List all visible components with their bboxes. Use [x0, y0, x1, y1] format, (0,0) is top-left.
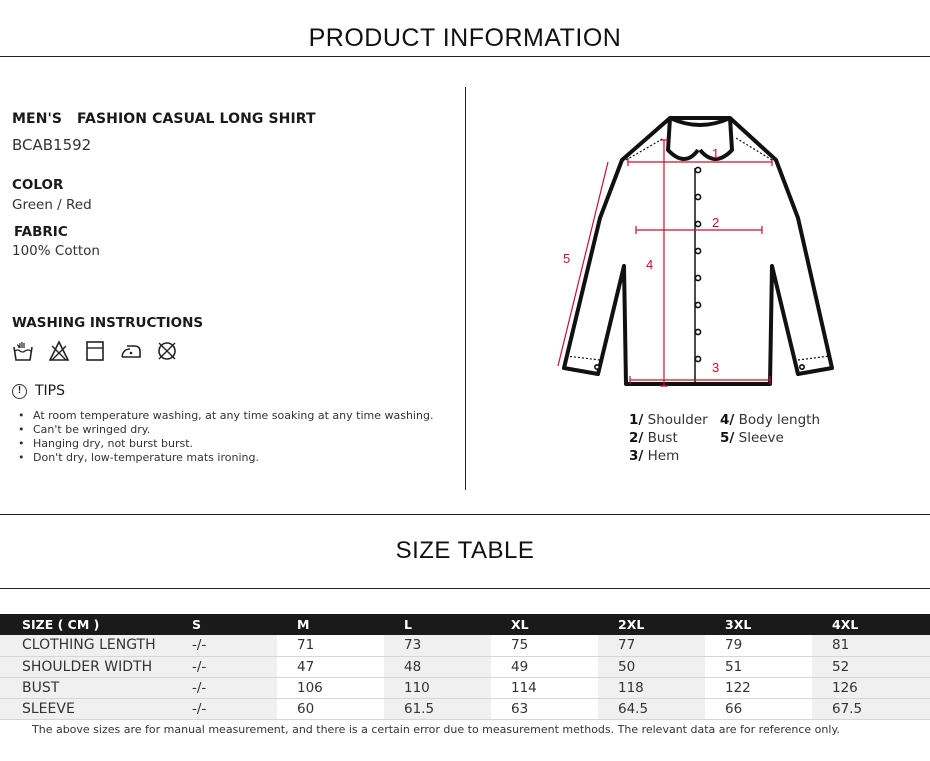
list-item: • Can't be wringed dry.	[18, 423, 433, 437]
tips-title: TIPS	[35, 383, 66, 399]
tips-list	[18, 409, 433, 465]
table-cell: 114	[491, 677, 598, 698]
table-cell: 63	[491, 698, 598, 719]
column-header: XL	[491, 614, 598, 635]
table-cell: -/-	[172, 698, 277, 719]
marker-3: 3	[712, 360, 720, 375]
table-cell: 52	[812, 656, 930, 677]
table-cell: 118	[598, 677, 705, 698]
marker-2: 2	[712, 215, 720, 230]
legend-label: Shoulder	[643, 412, 708, 428]
info-icon: !	[12, 384, 27, 399]
column-header: M	[277, 614, 384, 635]
table-row	[0, 677, 930, 698]
do-not-dry-clean-icon	[156, 340, 178, 362]
list-item: • At room temperature washing, at any time soaking at any time washing.	[18, 409, 433, 423]
table-cell: 71	[277, 635, 384, 656]
color-label: COLOR	[12, 177, 64, 193]
product-name: MEN'S FASHION CASUAL LONG SHIRT	[12, 111, 316, 127]
legend-item	[720, 412, 820, 428]
fabric-label: FABRIC	[14, 224, 68, 240]
table-cell: 77	[598, 635, 705, 656]
table-cell: 50	[598, 656, 705, 677]
product-code: BCAB1592	[12, 136, 92, 154]
tips-header	[12, 383, 65, 399]
table-cell: 64.5	[598, 698, 705, 719]
legend-item	[629, 430, 678, 446]
table-cell: -/-	[172, 635, 277, 656]
legend-num: 5/	[720, 430, 735, 446]
marker-1: 1	[712, 146, 720, 161]
title-divider	[0, 588, 930, 589]
column-header: 3XL	[705, 614, 812, 635]
table-cell: 73	[384, 635, 491, 656]
table-cell: 81	[812, 635, 930, 656]
list-item: • Hanging dry, not burst burst.	[18, 437, 433, 451]
row-label: SHOULDER WIDTH	[0, 656, 172, 677]
table-row	[0, 635, 930, 656]
row-label: BUST	[0, 677, 172, 698]
legend-num: 2/	[629, 430, 644, 446]
size-table	[0, 614, 930, 720]
table-cell: 126	[812, 677, 930, 698]
table-cell: 122	[705, 677, 812, 698]
table-row	[0, 656, 930, 677]
column-header: 2XL	[598, 614, 705, 635]
table-cell: -/-	[172, 677, 277, 698]
list-item: • Don't dry, low-temperature mats ironing.	[18, 451, 433, 465]
marker-5: 5	[563, 251, 571, 266]
legend-num: 4/	[720, 412, 735, 428]
section-divider	[465, 87, 466, 490]
color-value: Green / Red	[12, 197, 92, 213]
table-cell: 51	[705, 656, 812, 677]
legend-item	[629, 412, 708, 428]
legend-label: Sleeve	[734, 430, 784, 446]
fabric-value: 100% Cotton	[12, 243, 100, 259]
table-cell: 66	[705, 698, 812, 719]
table-cell: -/-	[172, 656, 277, 677]
column-header: SIZE ( CM )	[0, 614, 172, 635]
table-cell: 60	[277, 698, 384, 719]
legend-item	[720, 430, 784, 446]
size-table-title: SIZE TABLE	[395, 537, 535, 564]
shirt-diagram	[540, 110, 850, 400]
row-label: CLOTHING LENGTH	[0, 635, 172, 656]
row-label: SLEEVE	[0, 698, 172, 719]
page-title: PRODUCT INFORMATION	[308, 24, 622, 52]
table-cell: 106	[277, 677, 384, 698]
hand-wash-icon	[12, 340, 34, 362]
table-cell: 75	[491, 635, 598, 656]
table-header-row	[0, 614, 930, 635]
table-cell: 47	[277, 656, 384, 677]
table-cell: 67.5	[812, 698, 930, 719]
table-cell: 110	[384, 677, 491, 698]
size-note: The above sizes are for manual measurement, and there is a certain error due to measurement methods. The relevant data are for reference only.	[32, 723, 840, 736]
legend-num: 1/	[629, 412, 644, 428]
table-cell: 61.5	[384, 698, 491, 719]
column-header: 4XL	[812, 614, 930, 635]
legend-label: Bust	[643, 430, 678, 446]
marker-4: 4	[646, 257, 654, 272]
section-divider	[0, 514, 930, 515]
legend-num: 3/	[629, 448, 644, 464]
title-divider	[0, 56, 930, 57]
legend-item	[629, 448, 679, 464]
table-cell: 49	[491, 656, 598, 677]
column-header: S	[172, 614, 277, 635]
table-cell: 79	[705, 635, 812, 656]
legend-label: Body length	[734, 412, 821, 428]
column-header: L	[384, 614, 491, 635]
tumble-dry-icon	[84, 340, 106, 362]
iron-low-icon	[120, 340, 142, 362]
table-cell: 48	[384, 656, 491, 677]
no-bleach-icon	[48, 340, 70, 362]
washing-title: WASHING INSTRUCTIONS	[12, 315, 204, 331]
table-row	[0, 698, 930, 719]
washing-icons	[12, 340, 178, 362]
legend-label: Hem	[643, 448, 680, 464]
